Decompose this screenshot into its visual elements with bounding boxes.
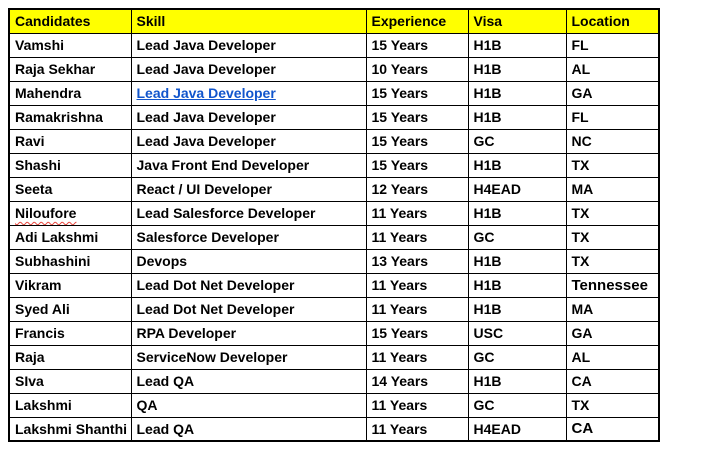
experience-cell: 11 Years: [366, 345, 468, 369]
skill-cell: Lead Java Developer: [131, 57, 366, 81]
table-row: [9, 249, 659, 273]
skill-cell: Lead QA: [131, 369, 366, 393]
location-cell: MA: [566, 297, 659, 321]
experience-cell: 15 Years: [366, 321, 468, 345]
skill-cell: [131, 81, 366, 105]
header-row: [9, 9, 659, 33]
skill-cell: Lead QA: [131, 417, 366, 441]
experience-cell: 12 Years: [366, 177, 468, 201]
column-header-visa: Visa: [468, 9, 566, 33]
experience-cell: 11 Years: [366, 393, 468, 417]
location-cell: TX: [566, 225, 659, 249]
column-header-location: Location: [566, 9, 659, 33]
visa-cell: GC: [468, 225, 566, 249]
experience-cell: 15 Years: [366, 129, 468, 153]
table-row: [9, 393, 659, 417]
candidate-cell: Adi Lakshmi: [9, 225, 131, 249]
visa-cell: GC: [468, 345, 566, 369]
table-row: [9, 297, 659, 321]
visa-cell: H1B: [468, 297, 566, 321]
location-cell: Tennessee: [566, 273, 659, 297]
table-row: [9, 225, 659, 249]
experience-cell: 15 Years: [366, 105, 468, 129]
visa-cell: H1B: [468, 273, 566, 297]
table-row: [9, 369, 659, 393]
column-header-experience: Experience: [366, 9, 468, 33]
visa-cell: H1B: [468, 369, 566, 393]
candidate-cell: Syed Ali: [9, 297, 131, 321]
skill-cell: RPA Developer: [131, 321, 366, 345]
location-cell: GA: [566, 81, 659, 105]
candidate-cell: Raja: [9, 345, 131, 369]
table-row: [9, 345, 659, 369]
location-cell: AL: [566, 345, 659, 369]
skill-cell: Java Front End Developer: [131, 153, 366, 177]
visa-cell: USC: [468, 321, 566, 345]
skill-cell: Lead Dot Net Developer: [131, 297, 366, 321]
experience-cell: 11 Years: [366, 417, 468, 441]
skill-cell: React / UI Developer: [131, 177, 366, 201]
table-row: [9, 321, 659, 345]
table-row: [9, 153, 659, 177]
candidate-cell: Raja Sekhar: [9, 57, 131, 81]
table-row: [9, 105, 659, 129]
location-cell: TX: [566, 249, 659, 273]
visa-cell: H1B: [468, 105, 566, 129]
location-cell: FL: [566, 33, 659, 57]
skill-cell: Salesforce Developer: [131, 225, 366, 249]
location-cell: GA: [566, 321, 659, 345]
skill-cell: Lead Java Developer: [131, 33, 366, 57]
skill-cell: ServiceNow Developer: [131, 345, 366, 369]
location-cell: TX: [566, 153, 659, 177]
candidate-cell: Francis: [9, 321, 131, 345]
visa-cell: H1B: [468, 201, 566, 225]
table-body: [9, 33, 659, 441]
experience-cell: 15 Years: [366, 81, 468, 105]
candidate-cell: Lakshmi Shanthi: [9, 417, 131, 441]
table-row: [9, 201, 659, 225]
candidate-cell: Seeta: [9, 177, 131, 201]
visa-cell: H4EAD: [468, 417, 566, 441]
experience-cell: 15 Years: [366, 33, 468, 57]
visa-cell: H1B: [468, 81, 566, 105]
visa-cell: H1B: [468, 57, 566, 81]
table-row: [9, 417, 659, 441]
candidate-cell: SIva: [9, 369, 131, 393]
location-cell: MA: [566, 177, 659, 201]
candidate-cell: Vamshi: [9, 33, 131, 57]
skill-cell: Devops: [131, 249, 366, 273]
location-cell: AL: [566, 57, 659, 81]
experience-cell: 13 Years: [366, 249, 468, 273]
experience-cell: 10 Years: [366, 57, 468, 81]
visa-cell: GC: [468, 129, 566, 153]
candidate-cell: Mahendra: [9, 81, 131, 105]
skill-cell: Lead Dot Net Developer: [131, 273, 366, 297]
candidate-cell: Shashi: [9, 153, 131, 177]
visa-cell: GC: [468, 393, 566, 417]
experience-cell: 11 Years: [366, 201, 468, 225]
experience-cell: 11 Years: [366, 273, 468, 297]
candidate-cell: Ravi: [9, 129, 131, 153]
skill-cell: QA: [131, 393, 366, 417]
experience-cell: 11 Years: [366, 297, 468, 321]
skill-cell: Lead Java Developer: [131, 129, 366, 153]
skill-cell: Lead Java Developer: [131, 105, 366, 129]
candidates-table: [8, 8, 660, 442]
table-row: [9, 33, 659, 57]
location-cell: CA: [566, 369, 659, 393]
candidate-cell: Vikram: [9, 273, 131, 297]
table-row: [9, 129, 659, 153]
visa-cell: H4EAD: [468, 177, 566, 201]
column-header-skill: Skill: [131, 9, 366, 33]
candidate-cell: Niloufore: [9, 201, 131, 225]
location-cell: FL: [566, 105, 659, 129]
candidate-cell: Lakshmi: [9, 393, 131, 417]
candidate-cell: Ramakrishna: [9, 105, 131, 129]
candidate-cell: Subhashini: [9, 249, 131, 273]
location-cell: TX: [566, 393, 659, 417]
table-row: [9, 177, 659, 201]
skill-cell: Lead Salesforce Developer: [131, 201, 366, 225]
table-row: [9, 273, 659, 297]
table-row: [9, 57, 659, 81]
visa-cell: H1B: [468, 249, 566, 273]
visa-cell: H1B: [468, 33, 566, 57]
table-row: [9, 81, 659, 105]
column-header-candidates: Candidates: [9, 9, 131, 33]
visa-cell: H1B: [468, 153, 566, 177]
location-cell: NC: [566, 129, 659, 153]
experience-cell: 11 Years: [366, 225, 468, 249]
location-cell: TX: [566, 201, 659, 225]
experience-cell: 14 Years: [366, 369, 468, 393]
experience-cell: 15 Years: [366, 153, 468, 177]
location-cell: CA: [566, 417, 659, 441]
skill-hyperlink[interactable]: Lead Java Developer: [136, 85, 276, 101]
